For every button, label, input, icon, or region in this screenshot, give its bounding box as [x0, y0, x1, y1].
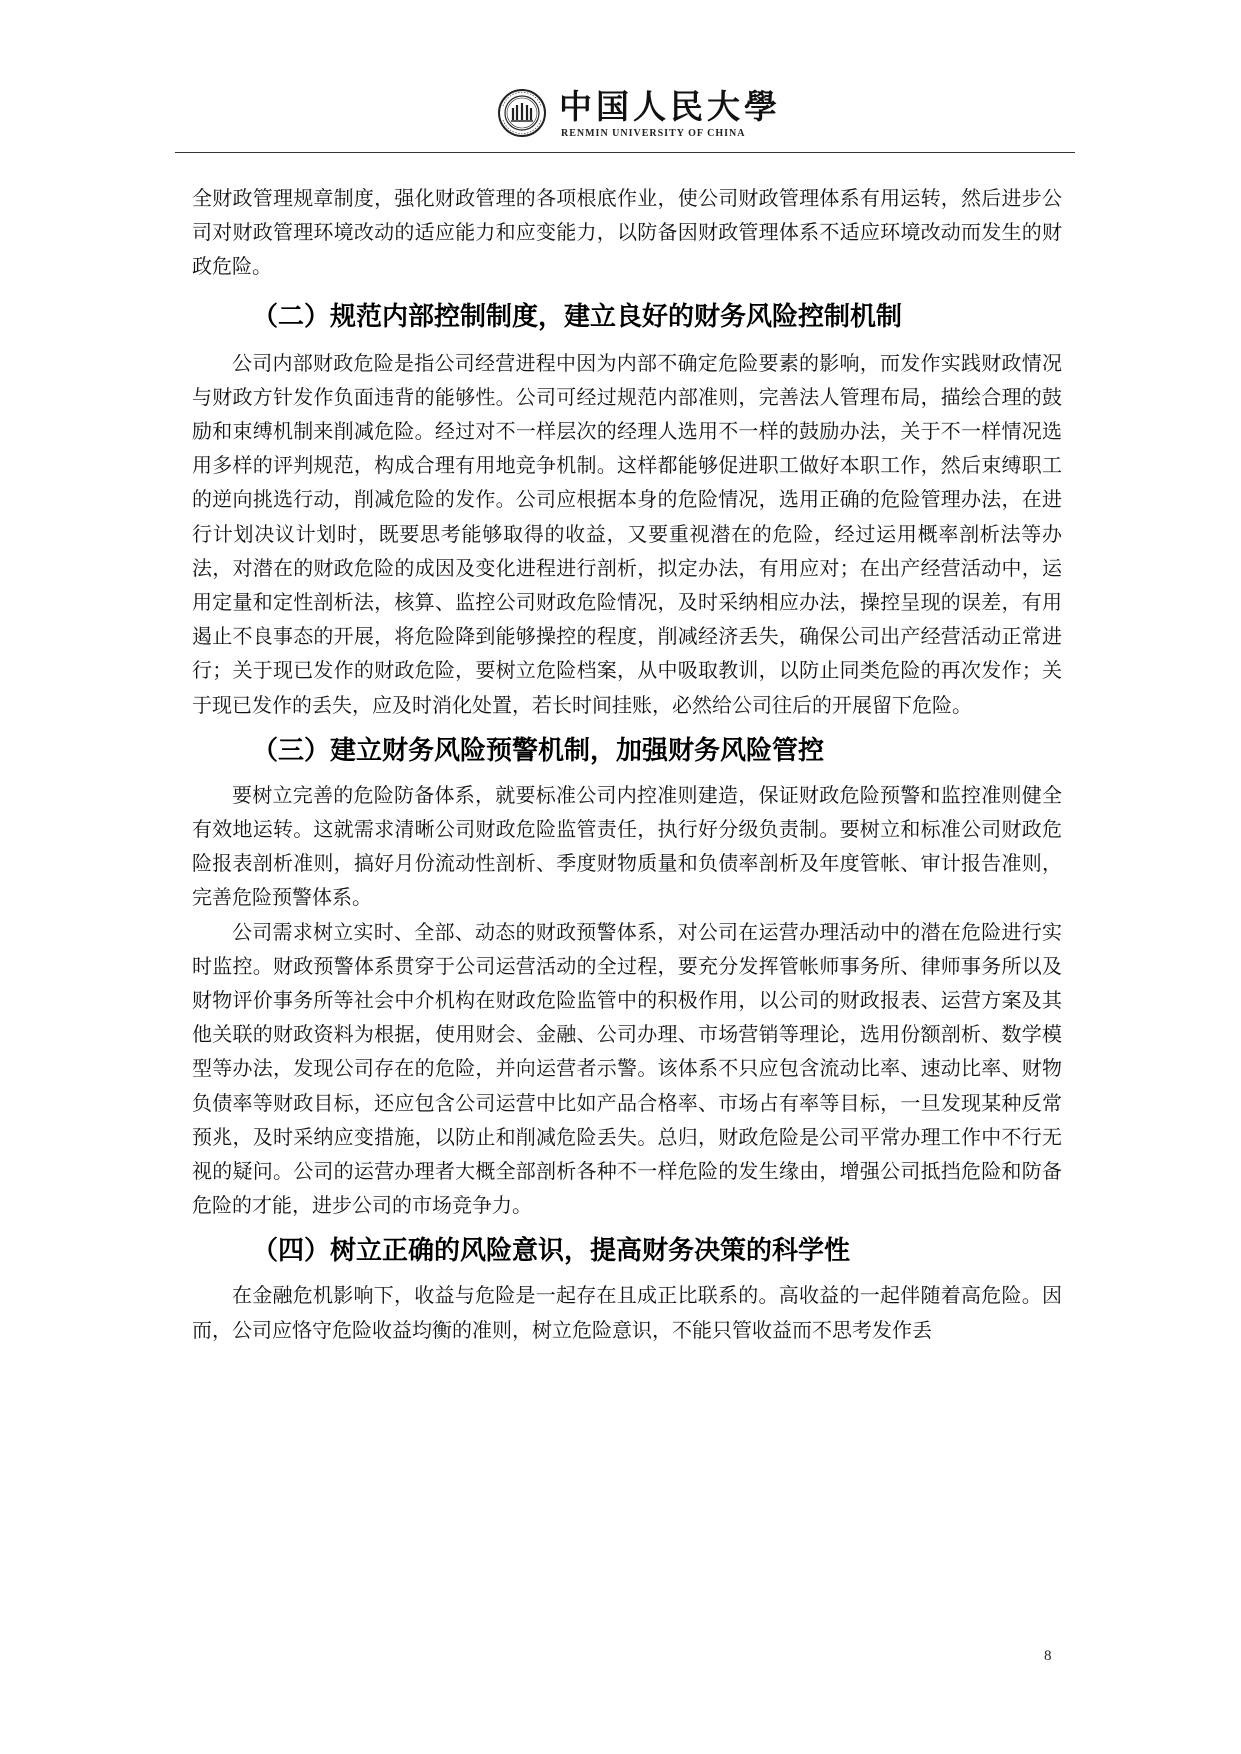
paragraph-continued: 全财政管理规章制度，强化财政管理的各项根底作业，使公司财政管理体系有用运转，然后进步公司对财政管理环境改动的适应能力和应变能力，以防备因财政管理体系不适应环境改动而发生的财政危险。	[192, 186, 1062, 279]
university-logo	[497, 88, 817, 144]
brand-name-english: RENMIN UNIVERSITY OF CHINA	[561, 128, 746, 139]
brand-name-chinese: 中国人民大學	[559, 87, 781, 126]
section-heading-2: （二）规范内部控制制度，建立良好的财务风险控制机制	[252, 301, 903, 332]
page-number: 8	[1044, 1648, 1052, 1664]
section-heading-3: （三）建立财务风险预警机制，加强财务风险管控	[252, 735, 825, 766]
paragraph: 公司内部财政危险是指公司经营进程中因为内部不确定危险要素的影响，而发作实践财政情况与财政方针发作负面违背的能够性。公司可经过规范内部准则，完善法人管理布局，描绘合理的鼓励和束缚机制来削减危险。经过对不一样层次的经理人选用不一样的鼓励办法，关于不一样情况选用多样的评判规范，构成合理有用地竞争机制。这样都能够促进职工做好本职工作，然后束缚职工的逆向挑选行动，削减危险的发作。公司应根据本身的危险情况，选用正确的危险管理办法，在进行计划决议计划时，既要思考能够取得的收益，又要重视潜在的危险，经过运用概率剖析法等办法，对潜在的财政危险的成因及变化进程进行剖析，拟定办法，有用应对；在出产经营活动中，运用定量和定性剖析法，核算、监控公司财政危险情况，及时采纳相应办法，操控呈现的误差，有用遏止不良事态的开展，将危险降到能够操控的程度，削减经济丢失，确保公司出产经营活动正常进行；关于现已发作的财政危险，要树立危险档案，从中吸取教训，以防止同类危险的再次发作；关于现已发作的丢失，应及时消化处置，若长时间挂账，必然给公司往后的开展留下危险。	[192, 350, 1062, 717]
paragraph: 要树立完善的危险防备体系，就要标准公司内控准则建造，保证财政危险预警和监控准则健全有效地运转。这就需求清晰公司财政危险监管责任，执行好分级负责制。要树立和标准公司财政危险报表剖析准则，搞好月份流动性剖析、季度财物质量和负债率剖析及年度管帐、审计报告准则，完善危险预警体系。	[192, 782, 1062, 910]
paragraph: 在金融危机影响下，收益与危险是一起存在且成正比联系的。高收益的一起伴随着高危险。因而，公司应恪守危险收益均衡的准则，树立危险意识，不能只管收益而不思考发作丢	[192, 1283, 1062, 1342]
paragraph: 公司需求树立实时、全部、动态的财政预警体系，对公司在运营办理活动中的潜在危险进行实时监控。财政预警体系贯穿于公司运营活动的全过程，要充分发挥管帐师事务所、律师事务所以及财物评价事务所等社会中介机构在财政危险监管中的积极作用，以公司的财政报表、运营方案及其他关联的财政资料为根据，使用财会、金融、公司办理、市场营销等理论，选用份额剖析、数学模型等办法，发现公司存在的危险，并向运营者示警。该体系不只应包含流动比率、速动比率、财物负债率等财政目标，还应包含公司运营中比如产品合格率、市场占有率等目标，一旦发现某种反常预兆，及时采纳应变措施，以防止和削减危险丢失。总归，财政危险是公司平常办理工作中不行无视的疑问。公司的运营办理者大概全部剖析各种不一样危险的发生缘由，增强公司抵挡危险和防备危险的才能，进步公司的市场竞争力。	[192, 919, 1062, 1218]
document-body	[192, 181, 1062, 1347]
section-heading-4: （四）树立正确的风险意识，提高财务决策的科学性	[252, 1236, 851, 1267]
page-header	[175, 82, 1075, 154]
university-seal-icon	[497, 88, 547, 138]
header-divider	[175, 152, 1075, 153]
